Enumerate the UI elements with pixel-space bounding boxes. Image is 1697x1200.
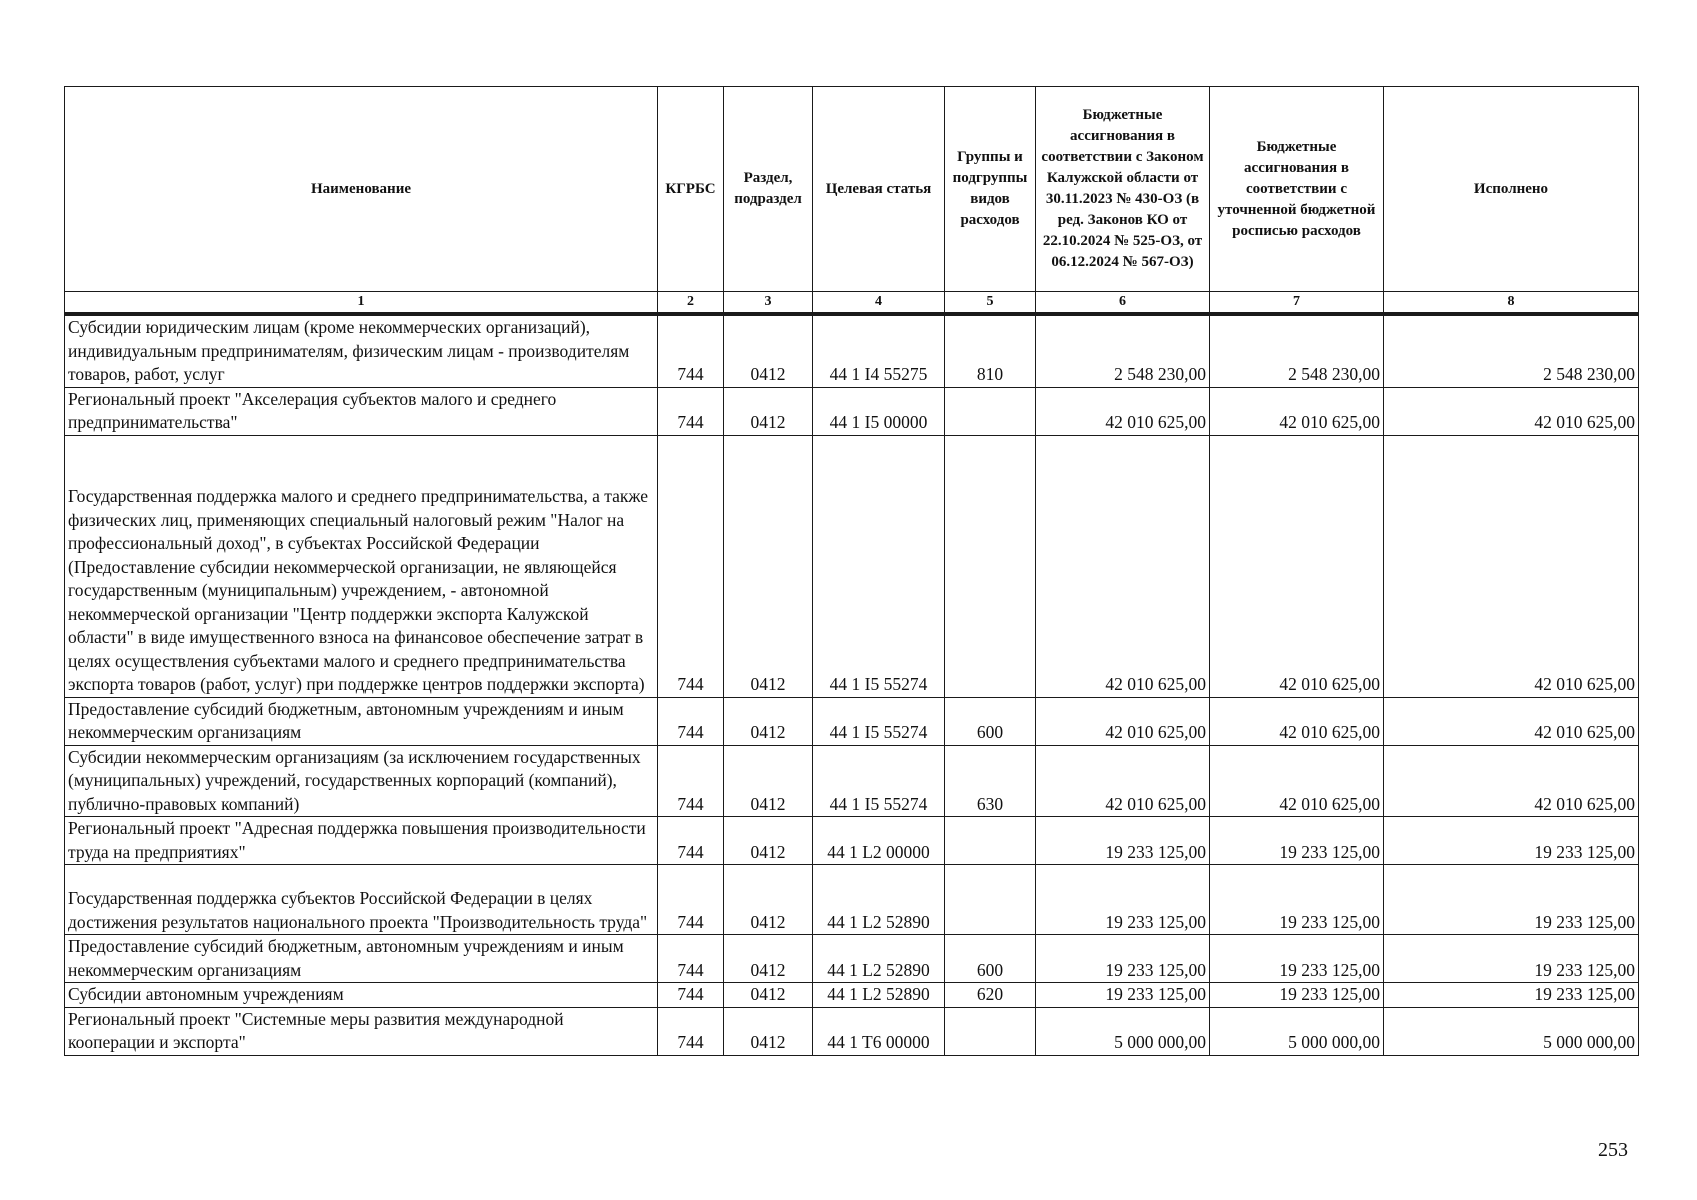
row-law-amount: 42 010 625,00 (1036, 697, 1210, 745)
row-expense-group (945, 1007, 1036, 1055)
row-law-amount: 19 233 125,00 (1036, 865, 1210, 935)
row-name: Субсидии автономным учреждениям (65, 983, 658, 1008)
row-law-amount: 19 233 125,00 (1036, 983, 1210, 1008)
row-plan-amount: 19 233 125,00 (1210, 865, 1384, 935)
row-expense-group: 600 (945, 935, 1036, 983)
table-row (65, 865, 1639, 935)
row-executed-amount: 19 233 125,00 (1384, 865, 1639, 935)
row-name: Региональный проект "Акселерация субъектов малого и среднего предпринимательства" (65, 387, 658, 435)
row-target-article: 44 1 L2 52890 (813, 983, 945, 1008)
row-plan-amount: 42 010 625,00 (1210, 387, 1384, 435)
header-executed: Исполнено (1384, 87, 1639, 292)
header-target-article: Целевая статья (813, 87, 945, 292)
row-target-article: 44 1 I4 55275 (813, 314, 945, 387)
row-name: Региональный проект "Адресная поддержка повышения производительности труда на предприятиях" (65, 817, 658, 865)
row-executed-amount: 19 233 125,00 (1384, 935, 1639, 983)
row-expense-group: 630 (945, 745, 1036, 817)
row-section: 0412 (724, 865, 813, 935)
table-row (65, 697, 1639, 745)
row-section: 0412 (724, 745, 813, 817)
row-expense-group: 600 (945, 697, 1036, 745)
row-kgrbs: 744 (658, 935, 724, 983)
row-plan-amount: 42 010 625,00 (1210, 697, 1384, 745)
column-number: 3 (724, 292, 813, 315)
row-plan-amount: 42 010 625,00 (1210, 435, 1384, 697)
row-expense-group (945, 435, 1036, 697)
row-law-amount: 19 233 125,00 (1036, 935, 1210, 983)
row-executed-amount: 42 010 625,00 (1384, 697, 1639, 745)
row-target-article: 44 1 T6 00000 (813, 1007, 945, 1055)
row-law-amount: 42 010 625,00 (1036, 387, 1210, 435)
row-plan-amount: 5 000 000,00 (1210, 1007, 1384, 1055)
row-law-amount: 42 010 625,00 (1036, 745, 1210, 817)
budget-table (64, 86, 1639, 1056)
table-row (65, 983, 1639, 1008)
row-target-article: 44 1 L2 52890 (813, 865, 945, 935)
header-kgrbs: КГРБС (658, 87, 724, 292)
row-expense-group (945, 817, 1036, 865)
row-executed-amount: 42 010 625,00 (1384, 435, 1639, 697)
row-law-amount: 2 548 230,00 (1036, 314, 1210, 387)
row-kgrbs: 744 (658, 745, 724, 817)
page-number: 253 (1598, 1139, 1628, 1161)
header-plan-allocations: Бюджетные ассигнования в соответствии с уточненной бюджетной росписью расходов (1210, 87, 1384, 292)
row-section: 0412 (724, 1007, 813, 1055)
column-number: 1 (65, 292, 658, 315)
row-section: 0412 (724, 817, 813, 865)
row-kgrbs: 744 (658, 817, 724, 865)
row-kgrbs: 744 (658, 983, 724, 1008)
table-row (65, 935, 1639, 983)
row-executed-amount: 19 233 125,00 (1384, 817, 1639, 865)
row-expense-group (945, 387, 1036, 435)
column-number: 4 (813, 292, 945, 315)
row-target-article: 44 1 I5 55274 (813, 745, 945, 817)
row-section: 0412 (724, 435, 813, 697)
row-name: Субсидии некоммерческим организациям (за исключением государственных (муниципальных) учреждений, государственных корпораций (компаний), публично-правовых компаний) (65, 745, 658, 817)
column-number: 7 (1210, 292, 1384, 315)
column-number: 6 (1036, 292, 1210, 315)
row-expense-group: 810 (945, 314, 1036, 387)
row-kgrbs: 744 (658, 697, 724, 745)
table-row (65, 817, 1639, 865)
header-law-allocations: Бюджетные ассигнования в соответствии с Законом Калужской области от 30.11.2023 № 430-ОЗ (в ред. Законов КО от 22.10.2024 № 525-ОЗ, от 06.12.2024 № 567-ОЗ) (1036, 87, 1210, 292)
header-row (65, 87, 1639, 292)
budget-sheet (64, 86, 1638, 1056)
row-name: Региональный проект "Системные меры развития международной кооперации и экспорта" (65, 1007, 658, 1055)
table-row (65, 435, 1639, 697)
row-target-article: 44 1 I5 55274 (813, 435, 945, 697)
row-name: Субсидии юридическим лицам (кроме некоммерческих организаций), индивидуальным предпринимателям, физическим лицам - производителям товаров, работ, услуг (65, 314, 658, 387)
row-section: 0412 (724, 983, 813, 1008)
column-number-row (65, 292, 1639, 315)
header-section: Раздел, подраздел (724, 87, 813, 292)
row-name: Государственная поддержка малого и среднего предпринимательства, а также физических лиц, применяющих специальный налоговый режим "Налог на профессиональный доход", в субъектах Российской Федерации (Предоставление субсидии некоммерческой организации, не являющейся государственным (муниципальным) учреждением, - автономной некоммерческой организации "Центр поддержки экспорта Калужской области" в виде имущественного взноса на финансовое обеспечение затрат в целях осуществления субъектами малого и среднего предпринимательства экспорта товаров (работ, услуг) при поддержке центров поддержки экспорта) (65, 435, 658, 697)
table-row (65, 314, 1639, 387)
row-plan-amount: 19 233 125,00 (1210, 983, 1384, 1008)
row-kgrbs: 744 (658, 314, 724, 387)
row-section: 0412 (724, 314, 813, 387)
row-name: Государственная поддержка субъектов Российской Федерации в целях достижения результатов национального проекта "Производительность труда" (65, 865, 658, 935)
row-target-article: 44 1 I5 00000 (813, 387, 945, 435)
row-law-amount: 5 000 000,00 (1036, 1007, 1210, 1055)
row-expense-group (945, 865, 1036, 935)
row-target-article: 44 1 L2 00000 (813, 817, 945, 865)
row-name: Предоставление субсидий бюджетным, автономным учреждениям и иным некоммерческим организациям (65, 697, 658, 745)
row-executed-amount: 2 548 230,00 (1384, 314, 1639, 387)
row-kgrbs: 744 (658, 865, 724, 935)
column-number: 2 (658, 292, 724, 315)
table-row (65, 387, 1639, 435)
row-plan-amount: 19 233 125,00 (1210, 817, 1384, 865)
row-section: 0412 (724, 697, 813, 745)
row-plan-amount: 42 010 625,00 (1210, 745, 1384, 817)
row-expense-group: 620 (945, 983, 1036, 1008)
row-executed-amount: 5 000 000,00 (1384, 1007, 1639, 1055)
row-executed-amount: 19 233 125,00 (1384, 983, 1639, 1008)
row-kgrbs: 744 (658, 387, 724, 435)
row-kgrbs: 744 (658, 435, 724, 697)
row-kgrbs: 744 (658, 1007, 724, 1055)
row-law-amount: 19 233 125,00 (1036, 817, 1210, 865)
row-law-amount: 42 010 625,00 (1036, 435, 1210, 697)
table-row (65, 1007, 1639, 1055)
row-target-article: 44 1 L2 52890 (813, 935, 945, 983)
row-section: 0412 (724, 935, 813, 983)
table-row (65, 745, 1639, 817)
row-plan-amount: 19 233 125,00 (1210, 935, 1384, 983)
row-target-article: 44 1 I5 55274 (813, 697, 945, 745)
row-name: Предоставление субсидий бюджетным, автономным учреждениям и иным некоммерческим организациям (65, 935, 658, 983)
header-name: Наименование (65, 87, 658, 292)
row-plan-amount: 2 548 230,00 (1210, 314, 1384, 387)
row-executed-amount: 42 010 625,00 (1384, 387, 1639, 435)
row-section: 0412 (724, 387, 813, 435)
header-expense-group: Группы и подгруппы видов расходов (945, 87, 1036, 292)
column-number: 5 (945, 292, 1036, 315)
row-executed-amount: 42 010 625,00 (1384, 745, 1639, 817)
column-number: 8 (1384, 292, 1639, 315)
